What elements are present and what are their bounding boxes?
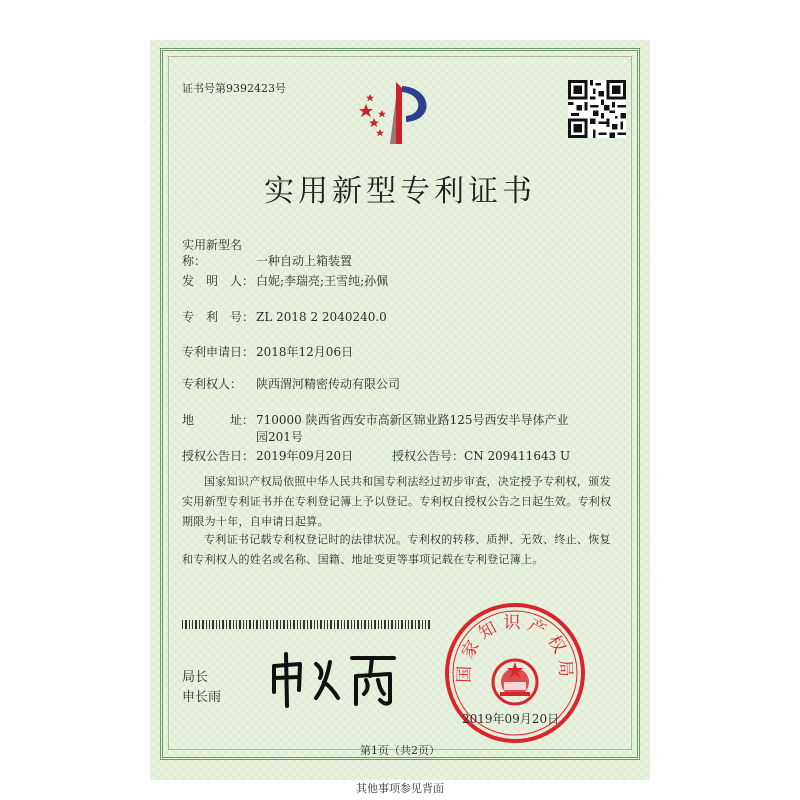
director-name: 申长雨 [182,690,222,705]
field-address [182,412,569,428]
director-title: 局长 [182,670,209,685]
certificate-title: 实用新型专利证书 [264,174,536,209]
field-grant-date [182,448,353,464]
field-label: 发 明 人： [182,274,255,288]
field-label: 地 址： [182,413,255,427]
field-label: 授权公告号： [392,449,465,463]
field-value: ZL 2018 2 2040240.0 [256,310,387,324]
field-value: 710000 陕西省西安市高新区锦业路125号西安半导体产业 [256,413,569,427]
field-inventors [182,273,388,289]
seal-text: 国家知识产权局 [454,613,576,684]
field-value: 白妮;李瑞亮;王雪纯;孙佩 [256,274,389,288]
cnipa-logo-icon [352,78,442,150]
barcode-strip-icon [182,620,432,629]
qr-code-icon [568,80,626,138]
field-value: CN 209411643 U [464,449,571,463]
page-number: 第1页（共2页） [360,744,440,757]
field-label: 实用新型名称： [182,238,243,268]
field-value: 一种自动上箱装置 [256,254,353,268]
field-grant-pub-number [392,448,570,464]
field-value: 2019年09月20日 [256,449,354,463]
field-label: 授权公告日： [182,449,255,463]
footer-note: 其他事项参见背面 [356,782,444,795]
field-label: 专利申请日： [182,345,255,359]
field-value: 2018年12月06日 [256,345,354,359]
seal-date: 2019年09月20日 [462,712,560,726]
field-address-line2: 园201号 [256,430,303,444]
field-label: 专利权人： [182,377,243,391]
statement-paragraph-2: 专利证书记载专利权登记时的法律状况。专利权的转移、质押、无效、终止、恢复和专利权人的姓名或名称、国籍、地址变更等事项记载在专利登记簿上。 [182,533,611,566]
signature-icon [266,648,416,708]
field-value: 陕西渭河精密传动有限公司 [256,377,401,391]
field-filing-date [182,344,353,360]
certificate-number: 证书号第9392423号 [182,82,286,95]
field-patentee [182,376,400,392]
field-label: 专 利 号： [182,310,255,324]
field-patent-number [182,309,387,325]
statement-paragraph-1: 国家知识产权局依照中华人民共和国专利法经过初步审查，决定授予专利权，颁发实用新型专利证书并在专利登记簿上予以登记。专利权自授权公告之日起生效。专利权期限为十年，自申请日起算。 [182,475,612,528]
field-utility-model-name [182,237,352,269]
